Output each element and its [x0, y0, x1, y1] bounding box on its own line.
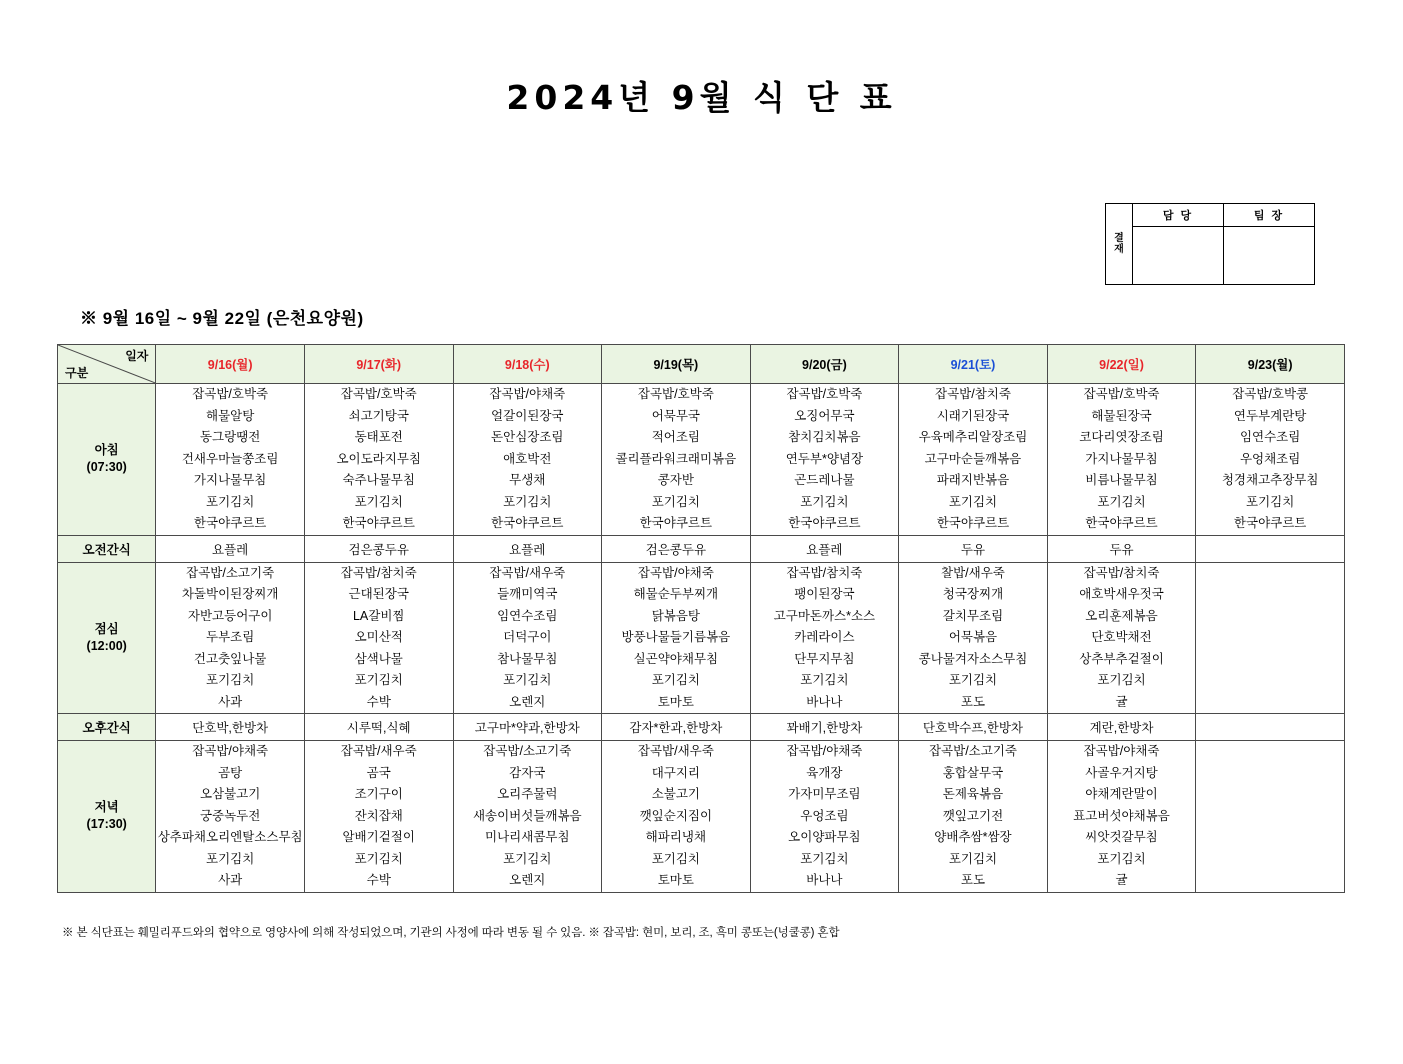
row-label-dinner-time: (17:30) [86, 817, 127, 832]
corner-cell [58, 345, 156, 384]
row-label-lunch-name: 점심 [94, 621, 119, 636]
meal-cell: 잡곡밥/소고기죽 홍합살무국 돈제육볶음 깻잎고기전 양배추쌈*쌈장 포기김치 포도 [899, 741, 1048, 893]
day-header-7 [1196, 345, 1345, 384]
row-label-breakfast-name: 아침 [94, 443, 119, 458]
snack-cell [1196, 714, 1345, 741]
meal-cell: 잡곡밥/새우죽 곰국 조기구이 잔치잡채 알배기겉절이 포기김치 수박 [304, 741, 453, 893]
meal-cell [1196, 562, 1345, 714]
day-label-6: 9/22(일) [1099, 358, 1144, 372]
meal-cell: 잡곡밥/참치죽 근대된장국 LA갈비찜 오미산적 삼색나물 포기김치 수박 [304, 562, 453, 714]
approval-column-teamlead [1223, 204, 1314, 284]
page-title: 2024년 9월 식 단 표 [506, 78, 897, 117]
day-label-1: 9/17(화) [356, 358, 402, 372]
meal-cell: 잡곡밥/새우죽 대구지리 소불고기 깻잎순지짐이 해파리냉채 포기김치 토마토 [602, 741, 751, 893]
row-label-dinner-name: 저녁 [94, 800, 119, 815]
snack-cell: 요플레 [750, 535, 899, 562]
approval-head-manager: 담 당 [1133, 204, 1223, 227]
day-header-2 [453, 345, 602, 384]
menu-table [57, 344, 1345, 893]
approval-columns [1133, 204, 1314, 284]
meal-cell: 잡곡밥/야채죽 얼갈이된장국 돈안심장조림 애호박전 무생채 포기김치 한국야쿠르트 [453, 384, 602, 536]
meal-cell: 잡곡밥/호박죽 해물된장국 코다리엿장조림 가지나물무침 비름나물무침 포기김치 한국야쿠르트 [1047, 384, 1196, 536]
table-row-dinner [58, 741, 1345, 893]
row-label-morning-snack: 오전간식 [58, 535, 156, 562]
meal-cell: 잡곡밥/호박죽 쇠고기탕국 동태포전 오이도라지무침 숙주나물무침 포기김치 한국야쿠르트 [304, 384, 453, 536]
snack-cell: 꽈배기,한방차 [750, 714, 899, 741]
day-header-1 [304, 345, 453, 384]
meal-cell: 찰밥/새우죽 청국장찌개 갈치무조림 어묵볶음 콩나물겨자소스무침 포기김치 포도 [899, 562, 1048, 714]
table-row-afternoon-snack [58, 714, 1345, 741]
meal-cell: 잡곡밥/참치죽 애호박새우젓국 오리훈제볶음 단호박채전 상추부추겉절이 포기김치 귤 [1047, 562, 1196, 714]
approval-head-teamlead: 팀 장 [1224, 204, 1314, 227]
meal-cell: 잡곡밥/호박죽 오징어무국 참치김치볶음 연두부*양념장 곤드레나물 포기김치 한국야쿠르트 [750, 384, 899, 536]
snack-cell: 단호박,한방차 [156, 714, 305, 741]
approval-body-teamlead [1224, 227, 1314, 284]
approval-column-manager [1133, 204, 1223, 284]
meal-cell: 잡곡밥/소고기죽 차돌박이된장찌개 자반고등어구이 두부조림 건고춧잎나물 포기김치 사과 [156, 562, 305, 714]
approval-body-manager [1133, 227, 1223, 284]
meal-cell: 잡곡밥/호박콩 연두부계란탕 임연수조림 우엉채조림 청경채고추장무침 포기김치 한국야쿠르트 [1196, 384, 1345, 536]
meal-cell: 잡곡밥/호박죽 어묵무국 적어조림 콜리플라워크래미볶음 콩자반 포기김치 한국야쿠르트 [602, 384, 751, 536]
meal-cell: 잡곡밥/참치죽 팽이된장국 고구마돈까스*소스 카레라이스 단무지무침 포기김치 바나나 [750, 562, 899, 714]
day-label-0: 9/16(월) [207, 358, 253, 372]
day-label-3: 9/19(목) [653, 358, 699, 372]
table-row-morning-snack [58, 535, 1345, 562]
meal-cell: 잡곡밥/호박죽 해물알탕 동그랑땡전 건새우마늘쫑조림 가지나물무침 포기김치 한국야쿠르트 [156, 384, 305, 536]
day-label-2: 9/18(수) [504, 358, 550, 372]
menu-document [0, 72, 1403, 1064]
meal-cell: 잡곡밥/야채죽 사골우거지탕 야채계란말이 표고버섯야채볶음 씨앗것갈무침 포기김치 귤 [1047, 741, 1196, 893]
meal-cell: 잡곡밥/야채죽 육개장 가자미무조림 우엉조림 오이양파무침 포기김치 바나나 [750, 741, 899, 893]
meal-cell: 잡곡밥/소고기죽 감자국 오리주물럭 새송이버섯들깨볶음 미나리새콤무침 포기김치 오렌지 [453, 741, 602, 893]
meal-cell: 잡곡밥/참치죽 시래기된장국 우육메추리알장조림 고구마순들깨볶음 파래지반볶음 포기김치 한국야쿠르트 [899, 384, 1048, 536]
table-row-breakfast [58, 384, 1345, 536]
table-header-row [58, 345, 1345, 384]
snack-cell: 시루떡,식혜 [304, 714, 453, 741]
day-label-7: 9/23(월) [1247, 358, 1293, 372]
row-label-dinner [58, 741, 156, 893]
snack-cell: 두유 [899, 535, 1048, 562]
day-header-5 [899, 345, 1048, 384]
snack-cell: 단호박수프,한방차 [899, 714, 1048, 741]
snack-cell: 요플레 [453, 535, 602, 562]
meal-cell [1196, 741, 1345, 893]
row-label-afternoon-snack: 오후간식 [58, 714, 156, 741]
snack-cell: 검은콩두유 [304, 535, 453, 562]
snack-cell: 감자*한과,한방차 [602, 714, 751, 741]
day-label-5: 9/21(토) [950, 358, 996, 372]
row-label-breakfast [58, 384, 156, 536]
meal-cell: 잡곡밥/새우죽 들깨미역국 임연수조림 더덕구이 참나물무침 포기김치 오렌지 [453, 562, 602, 714]
meal-cell: 잡곡밥/야채죽 곰탕 오삼불고기 궁중녹두전 상추파채오리엔탈소스무침 포기김치 사과 [156, 741, 305, 893]
day-header-6 [1047, 345, 1196, 384]
day-header-4 [750, 345, 899, 384]
row-label-lunch [58, 562, 156, 714]
snack-cell: 요플레 [156, 535, 305, 562]
corner-date-label: 일자 [125, 349, 149, 363]
approval-label: 결 재 [1106, 204, 1133, 284]
snack-cell [1196, 535, 1345, 562]
snack-cell: 고구마*약과,한방차 [453, 714, 602, 741]
approval-box [1105, 203, 1315, 285]
snack-cell: 두유 [1047, 535, 1196, 562]
snack-cell: 검은콩두유 [602, 535, 751, 562]
meal-cell: 잡곡밥/야채죽 해물순두부찌개 닭볶음탕 방풍나물들기름볶음 실곤약야채무침 포기김치 토마토 [602, 562, 751, 714]
day-header-3 [602, 345, 751, 384]
table-row-lunch [58, 562, 1345, 714]
day-label-4: 9/20(금) [802, 358, 847, 372]
day-header-0 [156, 345, 305, 384]
corner-type-label: 구분 [65, 366, 89, 380]
row-label-lunch-time: (12:00) [86, 638, 127, 653]
snack-cell: 계란,한방차 [1047, 714, 1196, 741]
date-range-subtitle: ※ 9월 16일 ~ 9월 22일 (은천요양원) [80, 309, 364, 328]
row-label-breakfast-time: (07:30) [86, 460, 127, 475]
footnote: ※ 본 식단표는 훼밀리푸드와의 협약으로 영양사에 의해 작성되었으며, 기관의 사정에 따라 변동 될 수 있음. ※ 잡곡밥: 현미, 보리, 조, 흑미 콩또는(넝쿨콩) 혼합 [62, 927, 840, 939]
